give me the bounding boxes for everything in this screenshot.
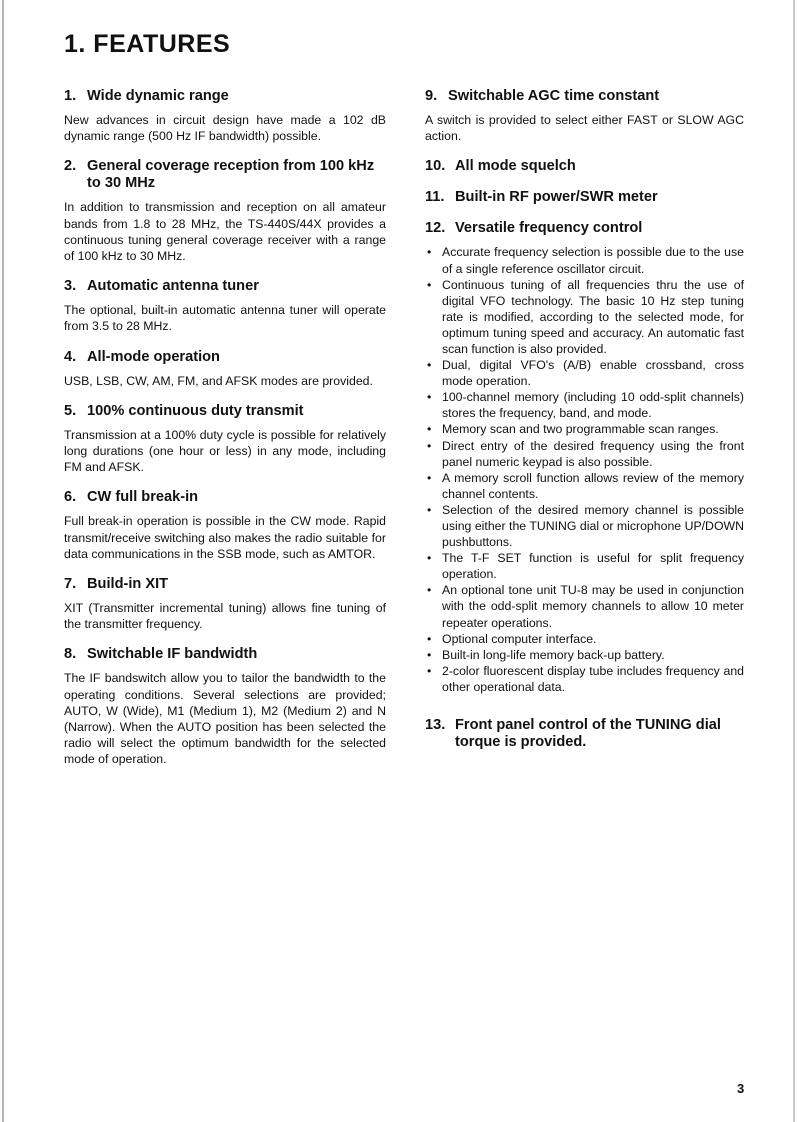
section-frequency-control — [425, 220, 744, 695]
section-number: 7. — [64, 576, 77, 593]
section-heading — [425, 189, 744, 206]
section-heading — [425, 158, 744, 175]
section-number: 4. — [64, 348, 77, 365]
section-wide-dynamic-range — [64, 88, 386, 144]
section-body: USB, LSB, CW, AM, FM, and AFSK modes are provided. — [64, 373, 373, 388]
section-heading — [64, 403, 386, 420]
section-title: All mode squelch — [455, 158, 576, 175]
section-number: 5. — [64, 402, 77, 419]
list-item: • Optional computer interface. — [425, 631, 744, 647]
section-body: In addition to transmission and reception on all amateur bands from 1.8 to 28 MHz, the TS-440S/44X provides a continuous tuning general coverage receiver with a range of 100 kHz to 30 MHz. — [64, 200, 386, 264]
section-heading — [64, 278, 386, 295]
section-title: CW full break-in — [87, 489, 199, 506]
section-number: 3. — [64, 278, 77, 295]
list-item: • 2-color fluorescent display tube includes frequency and other operational data. — [425, 663, 744, 695]
section-heading — [64, 576, 386, 593]
feature-bullet-list — [425, 244, 744, 695]
section-title: Switchable IF bandwidth — [87, 646, 258, 663]
section-title: Built-in RF power/SWR meter — [455, 189, 658, 206]
section-number: 9. — [425, 88, 438, 104]
section-general-coverage — [64, 158, 386, 264]
list-item: • Accurate frequency selection is possible due to the use of a single reference oscillator circuit. — [425, 244, 744, 276]
section-body: New advances in circuit design have made a 102 dB dynamic range (500 Hz IF bandwidth) possible. — [64, 113, 386, 144]
section-duty-transmit — [64, 403, 386, 476]
section-body: The IF bandswitch allow you to tailor the bandwidth to the operating conditions. Several selections are provided; AUTO, W (Wide), M1 (Medium 1), M2 (Medium 2) and N (Narrow). When the AUTO position has been selected the radio will select the optimum bandwidth for the selected mode of operation. — [64, 671, 386, 767]
section-body: A switch is provided to select either FAST or SLOW AGC action. — [425, 113, 744, 144]
section-agc — [425, 88, 744, 144]
section-body: Full break-in operation is possible in the CW mode. Rapid transmit/receive switching also makes the radio suitable for data communications in the SSB mode, such as AMTOR. — [64, 514, 386, 561]
section-rf-meter — [425, 189, 744, 206]
section-number: 12. — [425, 220, 446, 237]
list-item: • Built-in long-life memory back-up battery. — [425, 647, 744, 663]
section-if-bandwidth — [64, 646, 386, 767]
list-item: • Memory scan and two programmable scan ranges. — [425, 421, 744, 437]
section-all-mode — [64, 349, 386, 389]
list-item: • Continuous tuning of all frequencies thru the use of digital VFO technology. The basic 10 Hz step tuning rate is modified, according to the selected mode, for optimum tuning speed and accuracy. An automatic fast scan function is also provided. — [425, 277, 744, 357]
section-number: 2. — [64, 158, 77, 175]
list-item: • A memory scroll function allows review of the memory channel contents. — [425, 470, 744, 502]
section-heading — [64, 158, 386, 192]
section-title: Versatile frequency control — [455, 220, 643, 237]
section-body: Transmission at a 100% duty cycle is possible for relatively long durations (one hour or less) in any mode, including FM and AFSK. — [64, 427, 386, 475]
section-title: All-mode operation — [87, 348, 220, 365]
section-heading — [64, 349, 386, 366]
list-item: • Selection of the desired memory channel is possible using either the TUNING dial or microphone UP/DOWN pushbuttons. — [425, 502, 744, 550]
section-number: 1. — [64, 88, 77, 104]
page-number: 3 — [737, 1081, 745, 1096]
section-body: XIT (Transmitter incremental tuning) allows fine tuning of the transmitter frequency. — [64, 601, 386, 632]
section-cw-break-in — [64, 489, 386, 562]
section-title: General coverage reception from 100 kHz to 30 MHz — [87, 158, 375, 192]
list-item: • Direct entry of the desired frequency using the front panel numeric keypad is also possible. — [425, 438, 744, 470]
section-body: The optional, built-in automatic antenna tuner will operate from 3.5 to 28 MHz. — [64, 303, 386, 334]
list-item: • An optional tone unit TU-8 may be used in conjunction with the odd-split memory channels to allow 10 meter repeater operations. — [425, 582, 744, 630]
section-antenna-tuner — [64, 278, 386, 334]
section-title: Wide dynamic range — [87, 88, 229, 104]
section-number: 8. — [64, 646, 77, 663]
list-item: • The T-F SET function is useful for split frequency operation. — [425, 550, 744, 582]
section-heading — [64, 489, 386, 506]
section-number: 13. — [425, 717, 446, 734]
section-heading — [64, 88, 386, 105]
section-xit — [64, 576, 386, 632]
section-heading — [425, 717, 744, 751]
section-heading — [425, 88, 744, 105]
section-number: 10. — [425, 158, 446, 175]
scan-edge-right — [793, 0, 795, 1122]
section-heading — [425, 220, 744, 237]
scan-edge-left — [2, 0, 4, 1122]
right-column — [425, 88, 744, 765]
section-tuning-torque — [425, 717, 744, 751]
left-column — [64, 88, 386, 782]
section-heading — [64, 646, 386, 663]
section-title: 100% continuous duty transmit — [87, 402, 304, 419]
section-title: Build-in XIT — [87, 576, 169, 593]
section-title: Automatic antenna tuner — [87, 278, 259, 295]
list-item: • Dual, digital VFO's (A/B) enable crossband, cross mode operation. — [425, 357, 744, 389]
list-item: • 100-channel memory (including 10 odd-split channels) stores the frequency, band, and mode. — [425, 389, 744, 421]
section-title: Front panel control of the TUNING dial torque is provided. — [455, 717, 721, 751]
section-title: Switchable AGC time constant — [448, 88, 660, 104]
page-title: 1. FEATURES — [64, 30, 231, 58]
section-number: 6. — [64, 489, 77, 506]
section-number: 11. — [425, 189, 445, 206]
section-squelch — [425, 158, 744, 175]
